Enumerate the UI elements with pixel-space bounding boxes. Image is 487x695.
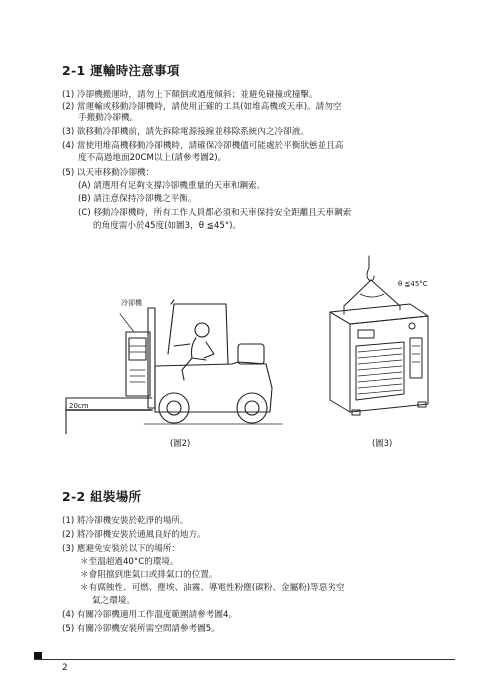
transport-item-5a: (A) 請選用有足夠支撐冷卻機重量的天車和鋼索。 xyxy=(78,181,266,191)
install-item-3: (3) 應避免安裝於以下的場所： xyxy=(62,544,181,554)
install-item-2: (2) 將冷卻機安裝於通風良好的地方。 xyxy=(62,530,206,540)
transport-item-3: (3) 欲移動冷卻機前，請先拆除電源接線並移除系統內之冷卻液。 xyxy=(62,127,309,137)
fig2-caption: (圖2) xyxy=(170,438,191,448)
install-item-3-sub2: ＊會阻擋到進氣口或排氣口的位置。 xyxy=(80,570,218,580)
fig3-angle-label: θ ≦45°C xyxy=(398,280,428,288)
transport-item-5c: (C) 移動冷卻機時，所有工作人員都必須和天車保持安全距離且天車鋼索 xyxy=(78,208,352,218)
transport-item-4-cont: 度不高過地面20CM以上(請參考圖2)。 xyxy=(78,153,227,163)
transport-item-4: (4) 當使用堆高機移動冷卻機時，請確保冷卻機儘可能處於平衡狀態並且高 xyxy=(62,141,344,151)
fig3-caption: (圖3) xyxy=(372,438,393,448)
install-item-3-sub1: ＊至溫超過40°C的環境。 xyxy=(80,557,179,567)
install-item-5: (5) 有關冷卻機安裝所需空間請參考圖5。 xyxy=(62,624,220,634)
install-item-3-sub3-cont: 氣之環境。 xyxy=(92,596,135,606)
transport-item-5c-cont: 的角度需小於45度(如圖3，θ ≦45°)。 xyxy=(93,221,242,231)
transport-item-1: (1) 冷卻機搬運時，請勿上下顛倒或過度傾斜；並避免碰撞或撞擊。 xyxy=(62,90,318,100)
section-heading-installation: 2-2 組裝場所 xyxy=(62,489,142,504)
page-number: 2 xyxy=(62,663,68,673)
install-item-1: (1) 將冷卻機安裝於乾淨的場所。 xyxy=(62,516,189,526)
footer-rule xyxy=(34,659,455,660)
transport-item-2: (2) 當運輸或移動冷卻機時，請使用正確的工具(如堆高機或天車)。請勿空 xyxy=(62,102,342,112)
section-heading-transport: 2-1 運輸時注意事項 xyxy=(62,63,180,78)
install-item-4: (4) 有關冷卻機適用工作溫度範圍請參考圖4。 xyxy=(62,610,238,620)
transport-item-2-cont: 手搬動冷卻機。 xyxy=(78,113,139,123)
fig2-height-label: 20cm xyxy=(69,402,89,410)
transport-item-5b: (B) 請注意保持冷卻機之平衡。 xyxy=(78,194,197,204)
transport-item-5: (5) 以天車移動冷卻機： xyxy=(62,168,155,178)
install-item-3-sub3: ＊有腐蝕性、可燃、塵埃、油霧、導電性粉塵(碳粉、金屬粉)等惡劣空 xyxy=(80,583,345,593)
fig2-unit-label: 冷卻機 xyxy=(121,299,142,307)
forklift-illustration xyxy=(56,284,296,434)
